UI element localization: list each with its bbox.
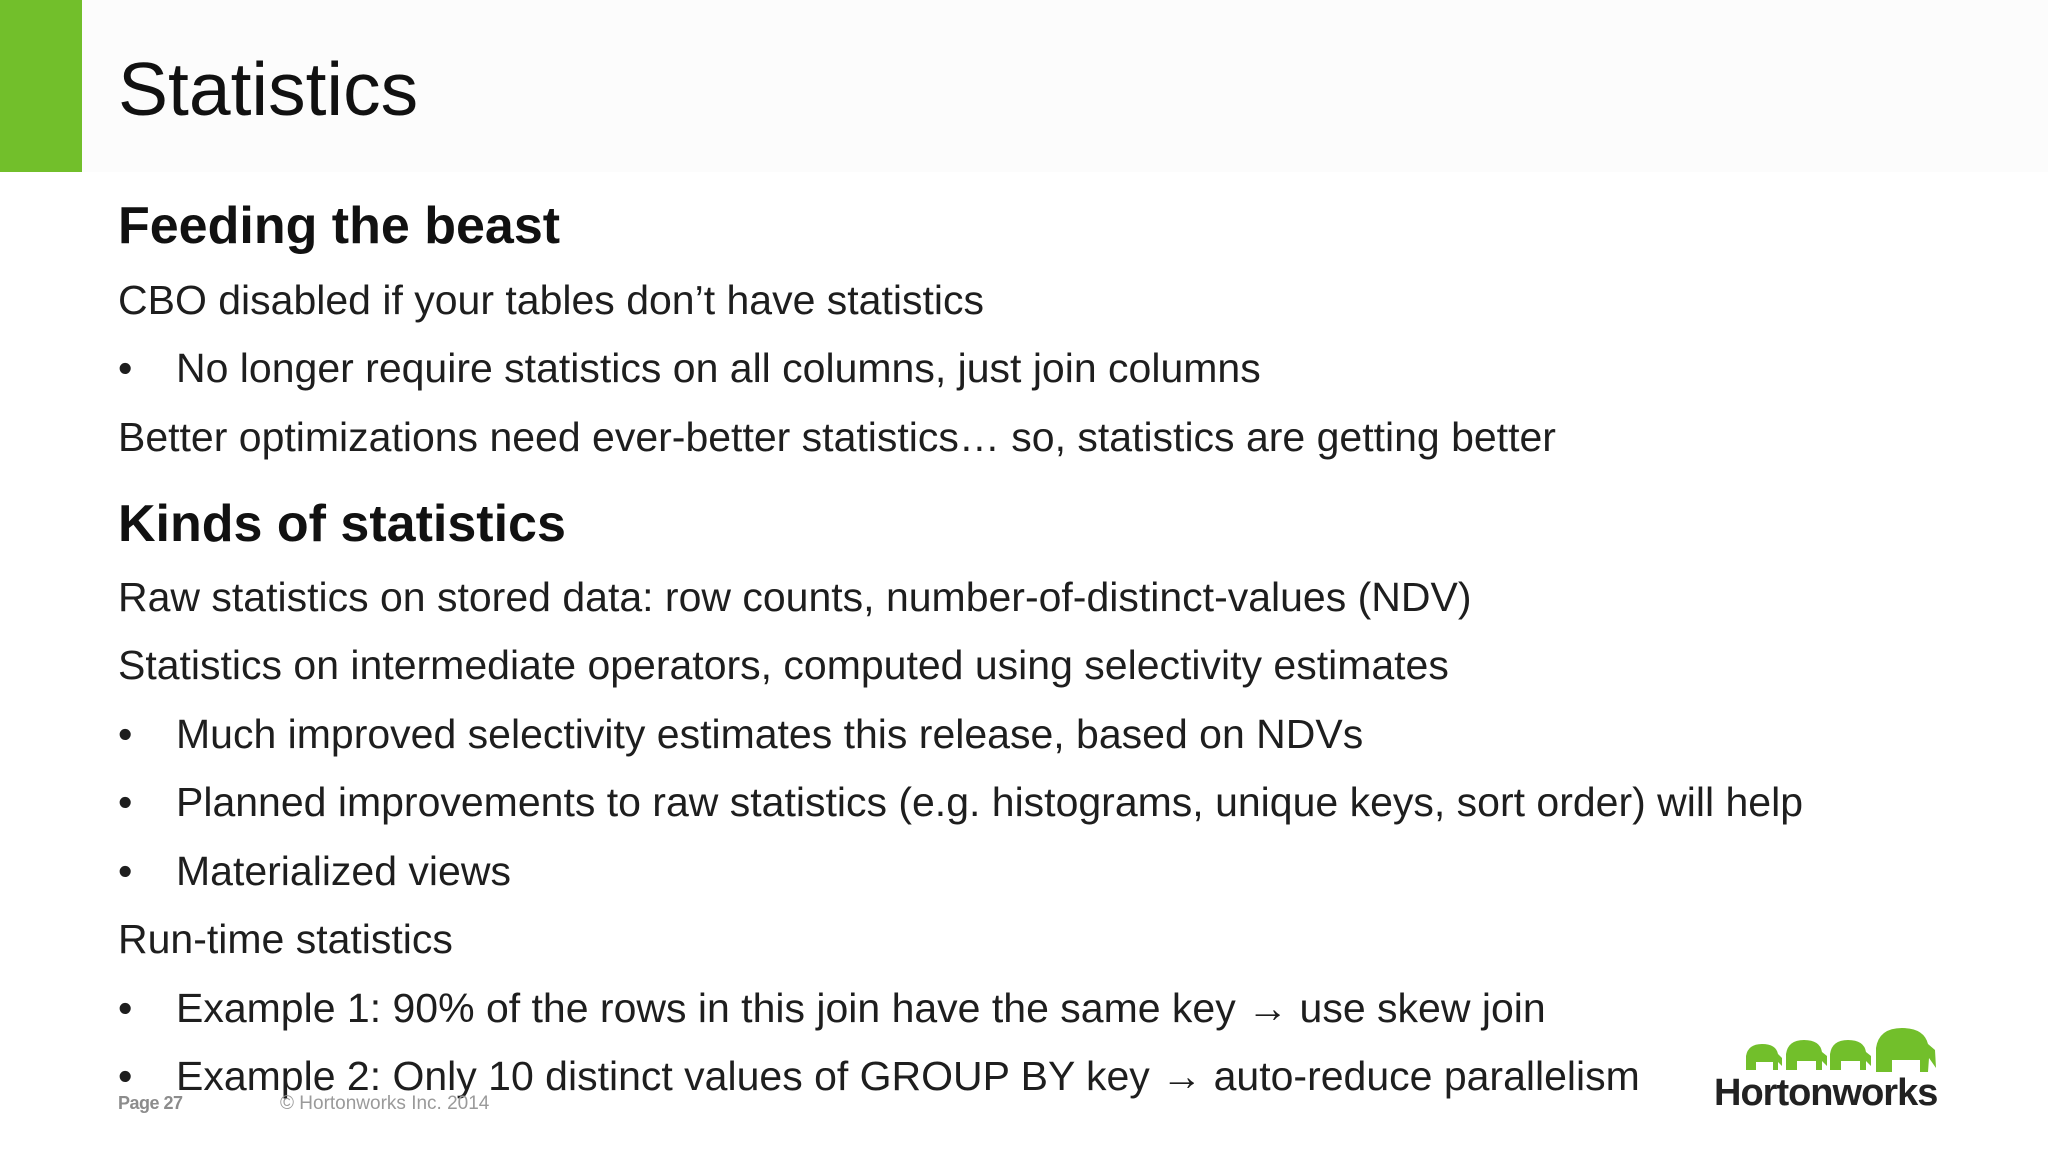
bullet-icon: • [118, 848, 133, 894]
logo-text: Hortonworks [1714, 1072, 1938, 1114]
body-line: Statistics on intermediate operators, computed using selectivity estimates [118, 642, 1449, 688]
body-line: Better optimizations need ever-better statistics… so, statistics are getting better [118, 414, 1556, 460]
bullet-icon: • [118, 345, 133, 391]
example-text: Example 2: Only 10 distinct values of GROUP BY key [176, 1053, 1150, 1099]
bullet-text: Much improved selectivity estimates this release, based on NDVs [176, 711, 1364, 757]
accent-bar [0, 0, 82, 172]
section-heading-kinds: Kinds of statistics [118, 495, 566, 553]
body-line: CBO disabled if your tables don’t have statistics [118, 277, 984, 323]
body-line: Raw statistics on stored data: row counts, number-of-distinct-values (NDV) [118, 574, 1472, 620]
bullet-text [176, 984, 1546, 1032]
slide-title: Statistics [118, 47, 419, 131]
bullet-text: Planned improvements to raw statistics (e.g. histograms, unique keys, sort order) will help [176, 779, 1804, 825]
bullet-text: Materialized views [176, 848, 511, 894]
example-text: Example 1: 90% of the rows in this join have the same key [176, 985, 1236, 1031]
arrow-icon: → [1161, 1053, 1203, 1099]
bullet-icon: • [118, 711, 133, 757]
elephants-logo-icon [1742, 1026, 1942, 1078]
example-result: use skew join [1299, 985, 1546, 1031]
arrow-icon: → [1247, 985, 1289, 1031]
section-heading-feeding: Feeding the beast [118, 197, 561, 255]
body-line: Run-time statistics [118, 916, 453, 962]
copyright: © Hortonworks Inc. 2014 [280, 1093, 490, 1114]
bullet-icon: • [118, 1053, 133, 1099]
bullet-icon: • [118, 985, 133, 1031]
page-number: Page 27 [118, 1093, 183, 1113]
hortonworks-logo [1712, 1020, 1942, 1120]
example-result: auto-reduce parallelism [1213, 1053, 1640, 1099]
bullet-text: No longer require statistics on all columns, just join columns [176, 345, 1261, 391]
bullet-icon: • [118, 779, 133, 825]
